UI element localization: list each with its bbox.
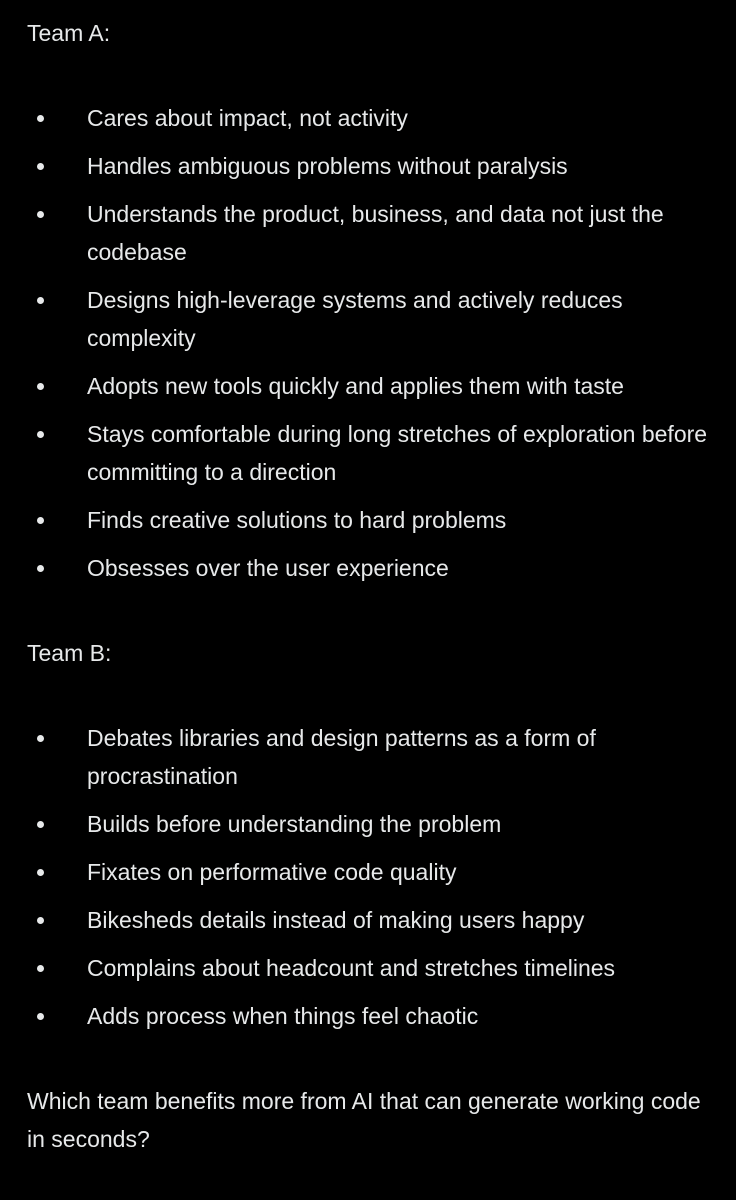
team-a-item	[27, 367, 717, 405]
team-a-item	[27, 549, 717, 587]
bullet-icon	[37, 383, 44, 390]
team-b-item-text: Debates libraries and design patterns as a form of procrastination	[87, 725, 596, 789]
team-a-item-text: Stays comfortable during long stretches of exploration before committing to a direction	[87, 421, 708, 485]
team-b-list	[27, 719, 717, 1035]
bullet-icon	[37, 115, 44, 122]
bullet-icon	[37, 517, 44, 524]
team-b-item	[27, 853, 717, 891]
team-b-item	[27, 997, 717, 1035]
team-a-item-text: Understands the product, business, and data not just the codebase	[87, 201, 664, 265]
team-a-heading: Team A:	[27, 20, 111, 46]
bullet-icon	[37, 869, 44, 876]
team-a-item-text: Handles ambiguous problems without paralysis	[87, 153, 568, 179]
team-b-item-text: Builds before understanding the problem	[87, 811, 502, 837]
bullet-icon	[37, 1013, 44, 1020]
team-a-item-text: Adopts new tools quickly and applies them with taste	[87, 373, 624, 399]
team-a-item-text: Finds creative solutions to hard problems	[87, 507, 507, 533]
team-a-item	[27, 195, 717, 271]
bullet-icon	[37, 163, 44, 170]
team-b-item	[27, 805, 717, 843]
post-content	[27, 14, 717, 1158]
team-a-item-text: Cares about impact, not activity	[87, 105, 408, 131]
team-b-item	[27, 719, 717, 795]
team-a-item-text: Designs high-leverage systems and actively reduces complexity	[87, 287, 623, 351]
bullet-icon	[37, 431, 44, 438]
team-a-item	[27, 501, 717, 539]
team-b-item	[27, 949, 717, 987]
bullet-icon	[37, 297, 44, 304]
team-a-item	[27, 147, 717, 185]
bullet-icon	[37, 917, 44, 924]
bullet-icon	[37, 821, 44, 828]
bullet-icon	[37, 565, 44, 572]
team-b-item-text: Adds process when things feel chaotic	[87, 1003, 479, 1029]
team-b-heading: Team B:	[27, 640, 112, 666]
bullet-icon	[37, 735, 44, 742]
team-b-item	[27, 901, 717, 939]
team-b-item-text: Fixates on performative code quality	[87, 859, 457, 885]
team-b-item-text: Bikesheds details instead of making users happy	[87, 907, 585, 933]
team-a-item	[27, 415, 717, 491]
bullet-icon	[37, 211, 44, 218]
team-a-item-text: Obsesses over the user experience	[87, 555, 449, 581]
bullet-icon	[37, 965, 44, 972]
closing-question: Which team benefits more from AI that can generate working code in seconds?	[27, 1088, 701, 1152]
team-b-item-text: Complains about headcount and stretches timelines	[87, 955, 616, 981]
team-a-item	[27, 281, 717, 357]
team-a-list	[27, 99, 717, 587]
team-a-item	[27, 99, 717, 137]
